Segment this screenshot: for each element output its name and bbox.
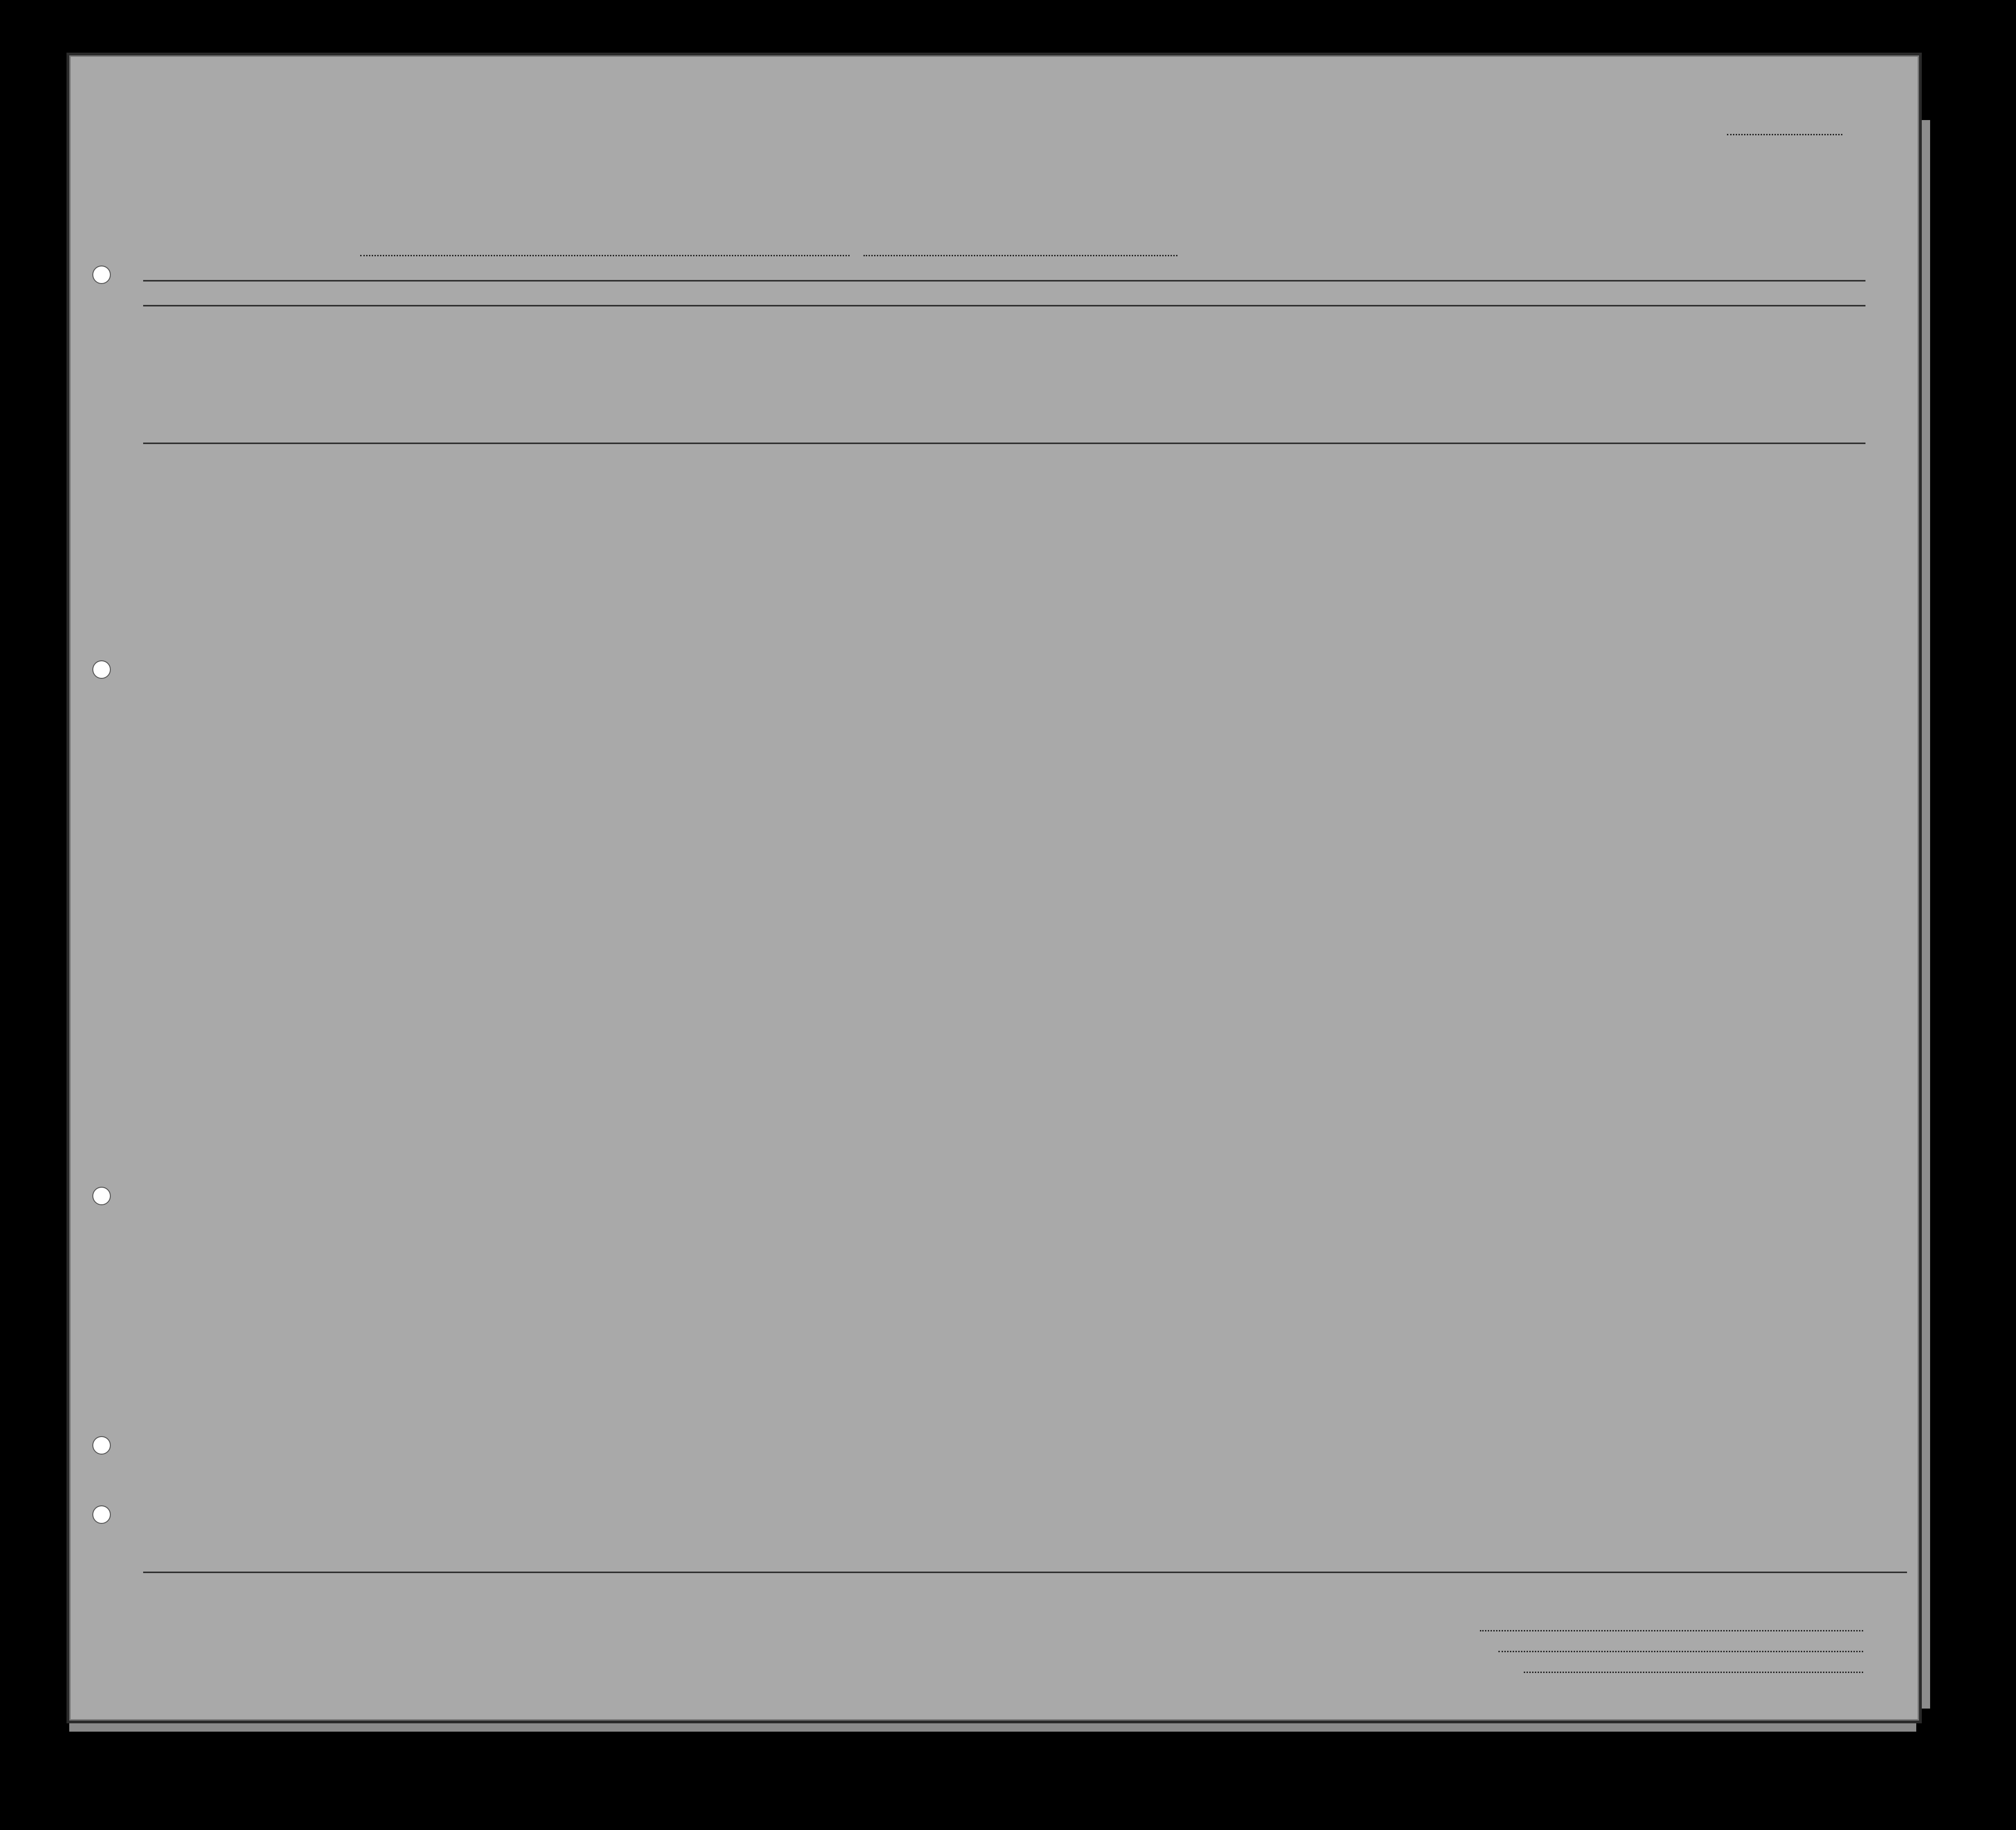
line-underline xyxy=(1480,1630,1863,1631)
owners-underline xyxy=(1498,1651,1863,1652)
agents-underline xyxy=(1524,1672,1863,1673)
